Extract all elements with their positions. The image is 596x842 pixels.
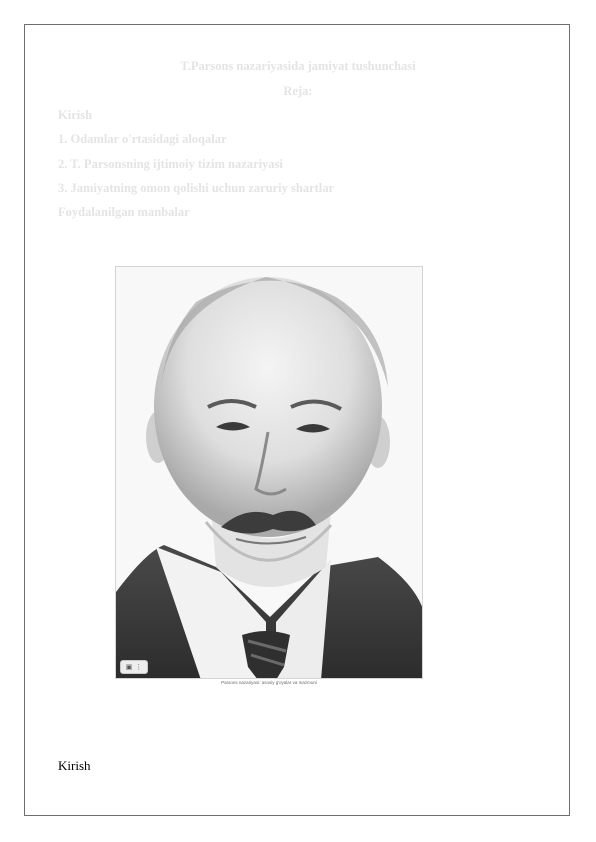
- toc-item-sources: Foydalanilgan manbalar: [58, 205, 190, 219]
- photo-caption: Parsons nazariyasi: asosiy g'oyalar va mazmuni: [221, 680, 317, 685]
- toc-item-3: 3. Jamiyatning omon qolishi uchun zaruriy shartlar: [58, 181, 335, 195]
- image-search-icon: ▣: [125, 663, 133, 671]
- document-subtitle: Reja:: [283, 84, 313, 98]
- toc-item-intro: Kirish: [58, 108, 93, 122]
- toc-item-2: 2. T. Parsonsning ijtimoiy tizim nazariyasi: [58, 157, 283, 171]
- portrait-photo: [115, 266, 423, 679]
- document-title: T.Parsons nazariyasida jamiyat tushunchasi: [180, 59, 416, 73]
- toc-item-1: 1. Odamlar o'rtasidagi aloqalar: [58, 132, 227, 146]
- body-heading: Kirish: [58, 758, 91, 773]
- more-vertical-icon: ⋮: [135, 663, 143, 671]
- photo-badge[interactable]: [120, 660, 148, 674]
- portrait-illustration: [116, 267, 423, 679]
